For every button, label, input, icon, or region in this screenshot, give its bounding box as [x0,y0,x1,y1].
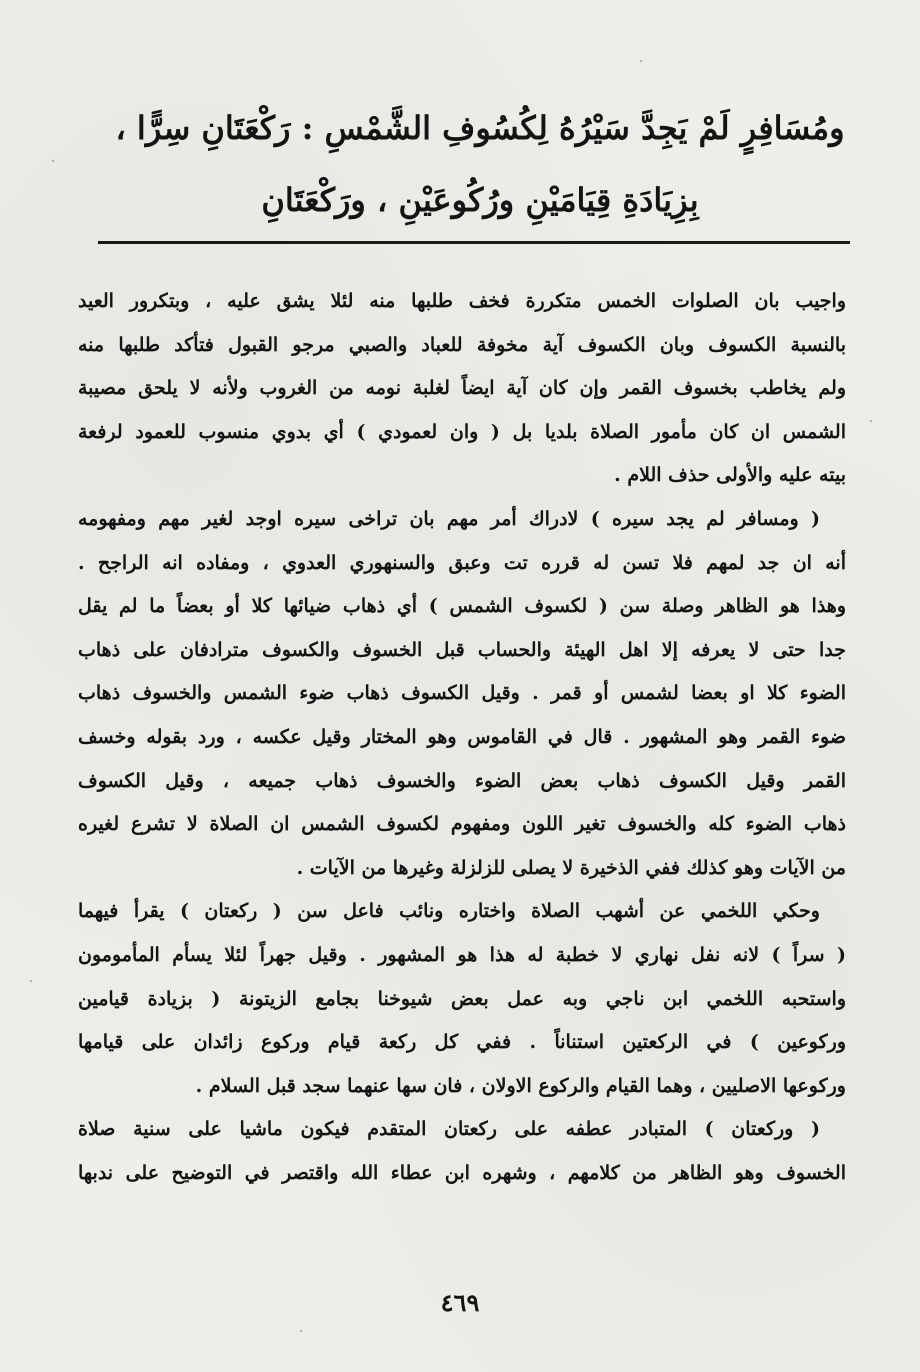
commentary-line: واستحبه اللخمي ابن ناجي وبه عمل بعض شيوخنا بجامع الزيتونة ( بزيادة قيامين [78,987,846,1010]
commentary-line: ( سراً ) لانه نفل نهاري لا خطبة له هذا هو المشهور . وقيل جهراً لئلا يسأم المأمومون [78,943,846,966]
commentary-line: واجيب بان الصلوات الخمس متكررة فخف طلبها منه لئلا يشق عليه ، وبتكرور العيد [78,290,846,312]
commentary-line: الخسوف وهو الظاهر من كلامهم ، وشهره ابن عطاء الله واقتصر في التوضيح على ندبها [78,1161,846,1184]
matn-line-2: بِزِيَادَةِ قِيَامَيْنِ ورُكُوعَيْنِ ، ورَكْعَتَانِ [261,181,699,219]
commentary-line: وحكي اللخمي عن أشهب الصلاة واختاره ونائب فاعل سن ( ركعتان ) يقرأ فيهما [78,900,820,923]
commentary-line: بيته عليه والأولى حذف اللام . [614,464,846,487]
commentary-line: ذهاب الضوء كله والخسوف تغير اللون ومفهوم لكسوف الشمس ان الصلاة لا تشرع لغيره [78,813,846,836]
commentary-line: ( وركعتان ) المتبادر عطفه على ركعتان المتقدم فيكون ماشيا على سنية صلاة [78,1118,820,1141]
commentary-line: وركوعين ) في الركعتين استناناً . ففي كل ركعة قيام وركوع زائدان على قيامها [78,1031,846,1054]
matn-line-1: ومُسَافِرٍ لَمْ يَجِدَّ سَيْرُهُ لِكُسُوفِ الشَّمْسِ : رَكْعَتَانِ سِرًّا ، [115,109,845,147]
commentary-line: الضوء كلا او بعضا لشمس أو قمر . وقيل الكسوف ذهاب ضوء الشمس والخسوف ذهاب [78,682,846,705]
commentary-line: أنه ان جد لمهم فلا تسن له قرره تت وعبق والسنهوري العدوي ، ومفاده انه الراجح . [78,551,846,574]
commentary-line: وهذا هو الظاهر وصلة سن ( لكسوف الشمس ) أي ذهاب ضيائها كلا أو بعضاً ما لم يقل [78,595,846,618]
scan-speck [870,420,872,422]
scan-speck [30,980,32,982]
commentary-line: الشمس ان كان مأمور الصلاة بلديا بل ( وان لعمودي ) أي بدوي منسوب للعمود لرفعة [78,420,846,443]
scan-speck [52,160,54,162]
commentary-line: بالنسبة الكسوف وبان الكسوف آية مخوفة للعباد والصبي مرجو القبول فتأكد طلبها منه [78,333,846,356]
commentary-line: ضوء القمر وهو المشهور . قال في القاموس وهو المختار وقيل عكسه ، ورد بقوله وخسف [78,725,846,748]
scan-speck [300,1330,302,1332]
separator-rule [98,241,850,244]
commentary-line: ( ومسافر لم يجد سيره ) لادراك أمر مهم بان تراخى سيره اوجد لغير مهم ومفهومه [78,507,820,530]
commentary-line: القمر وقيل الكسوف ذهاب بعض الضوء والخسوف ذهاب جميعه ، وقيل الكسوف [78,769,846,792]
commentary-line: وركوعها الاصليين ، وهما القيام والركوع الاولان ، فان سها عنهما سجد قبل السلام . [195,1074,846,1097]
commentary-line: جدا حتى لا يعرفه إلا اهل الهيئة والحساب قبل الخسوف والكسوف مترادفان على ذهاب [78,638,846,661]
scan-speck [640,60,642,62]
commentary-line: ولم يخاطب بخسوف القمر وإن كان آية ايضاً لغلبة نومه من الغروب ولأنه لا يلحق مصيبة [78,377,846,400]
page-number: ٤٦٩ [440,1288,480,1317]
commentary-text [78,280,846,1195]
commentary-line: من الآيات وهو كذلك ففي الذخيرة لا يصلى للزلزلة وغيرها من الآيات . [296,856,846,879]
